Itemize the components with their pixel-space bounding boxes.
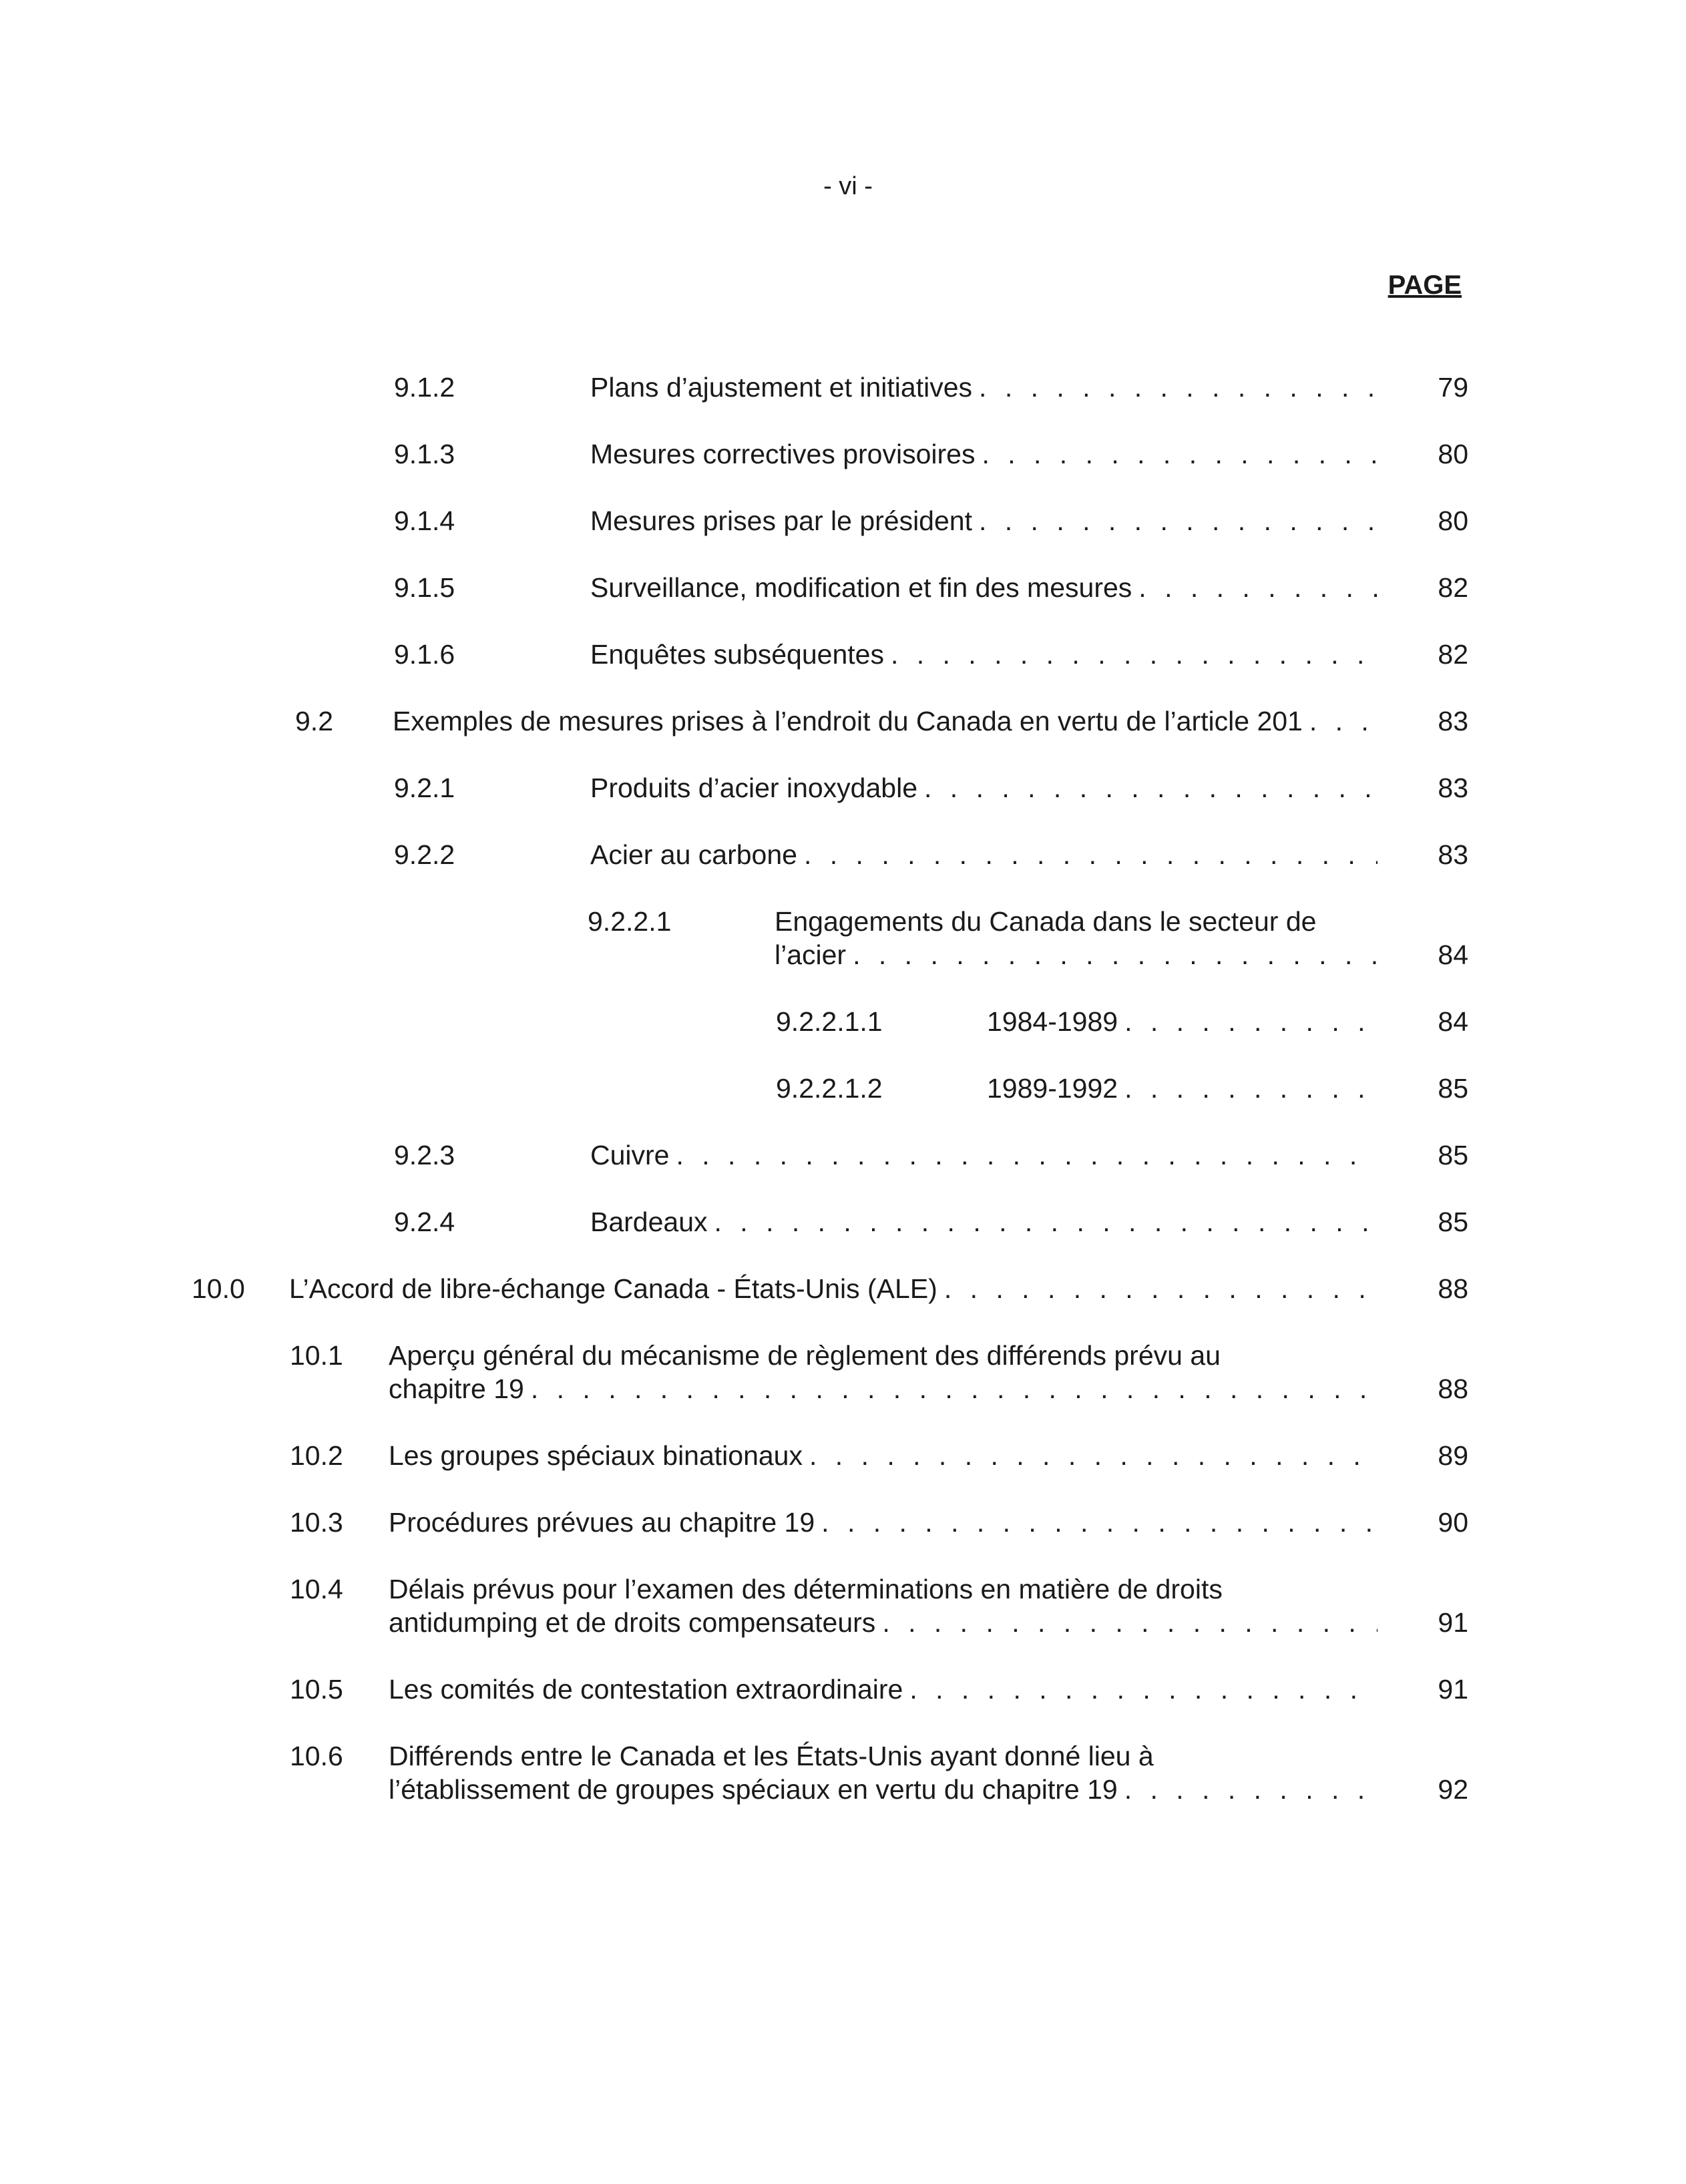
entry-page: 85 <box>1438 1140 1468 1170</box>
entry-title-row <box>590 571 1384 604</box>
entry-title-row <box>590 638 1384 671</box>
toc-entry <box>290 1339 1468 1412</box>
entry-title-line1: Différends entre le Canada et les États-Unis ayant donné lieu à <box>389 1741 1154 1771</box>
entry-title: L’Accord de libre-échange Canada - États-Unis (ALE) <box>289 1273 937 1304</box>
dot-leader <box>891 638 1378 671</box>
entry-title-row <box>389 1372 1384 1405</box>
entry-number: 9.2 <box>295 706 333 736</box>
dot-leader <box>804 838 1378 871</box>
toc-entry <box>394 1205 1468 1245</box>
entry-title-row <box>590 437 1384 471</box>
entry-title: Enquêtes subséquentes <box>590 639 884 670</box>
entry-page: 79 <box>1438 372 1468 403</box>
entry-number: 10.4 <box>290 1574 343 1604</box>
page-column-header: PAGE <box>1388 270 1462 300</box>
entry-title: 1984-1989 <box>987 1006 1118 1037</box>
entry-number: 9.1.5 <box>394 572 455 603</box>
toc-entry <box>290 1572 1468 1646</box>
toc-entry <box>776 1005 1468 1045</box>
entry-number: 9.1.3 <box>394 439 455 469</box>
entry-title: 1989-1992 <box>987 1073 1118 1104</box>
entry-title-line1: Aperçu général du mécanisme de règlement des différends prévu au <box>389 1340 1221 1371</box>
entry-number: 10.2 <box>290 1440 343 1471</box>
toc-entry <box>192 1272 1468 1312</box>
dot-leader <box>979 504 1378 537</box>
entry-title: Procédures prévues au chapitre 19 <box>389 1507 815 1538</box>
entry-title-line2: chapitre 19 <box>389 1373 524 1404</box>
entry-page: 83 <box>1438 706 1468 736</box>
dot-leader <box>1138 571 1378 604</box>
entry-page: 84 <box>1438 939 1468 970</box>
dot-leader <box>909 1673 1378 1706</box>
entry-title: Bardeaux <box>590 1207 708 1237</box>
entry-number: 10.1 <box>290 1340 343 1371</box>
entry-page: 84 <box>1438 1006 1468 1037</box>
entry-number: 9.2.2.1 <box>588 906 672 937</box>
toc-entry <box>776 1072 1468 1112</box>
entry-title-row <box>389 1439 1384 1472</box>
entry-page: 90 <box>1438 1507 1468 1538</box>
entry-title: Les comités de contestation extraordinaire <box>389 1674 903 1705</box>
entry-title-line1: Délais prévus pour l’examen des déterminations en matière de droits <box>389 1574 1223 1604</box>
entry-number: 9.2.2.1.2 <box>776 1073 883 1104</box>
toc-entry <box>394 638 1468 678</box>
dot-leader <box>1124 1072 1378 1105</box>
entry-number: 9.2.4 <box>394 1207 455 1237</box>
entry-title-line2: antidumping et de droits compensateurs <box>389 1607 876 1638</box>
entry-title-row <box>389 1506 1384 1539</box>
dot-leader <box>676 1138 1378 1172</box>
entry-title-row <box>393 704 1384 738</box>
entry-title: Mesures prises par le président <box>590 505 972 536</box>
entry-number: 10.6 <box>290 1741 343 1771</box>
page-number: - vi - <box>823 172 873 200</box>
dot-leader <box>809 1439 1378 1472</box>
entry-title-row <box>590 771 1384 805</box>
entry-number: 10.5 <box>290 1674 343 1705</box>
dot-leader <box>1124 1005 1378 1038</box>
toc-entry <box>290 1739 1468 1813</box>
entry-title-row <box>987 1005 1384 1038</box>
entry-title: Cuivre <box>590 1140 670 1170</box>
toc-entry <box>394 437 1468 477</box>
entry-page: 88 <box>1438 1373 1468 1404</box>
entry-page: 92 <box>1438 1774 1468 1805</box>
entry-number: 9.1.2 <box>394 372 455 403</box>
entry-page: 80 <box>1438 505 1468 536</box>
entry-title-row <box>590 371 1384 404</box>
entry-title-line2: l’acier <box>775 939 847 970</box>
entry-title: Les groupes spéciaux binationaux <box>389 1440 803 1471</box>
entry-title-row <box>389 1673 1384 1706</box>
toc-entry <box>290 1506 1468 1546</box>
entry-number: 9.2.1 <box>394 773 455 803</box>
entry-page: 88 <box>1438 1273 1468 1304</box>
toc-entry <box>394 1138 1468 1178</box>
dot-leader <box>882 1606 1378 1639</box>
entry-title-line1: Engagements du Canada dans le secteur de <box>775 906 1317 937</box>
entry-page: 85 <box>1438 1207 1468 1237</box>
entry-page: 89 <box>1438 1440 1468 1471</box>
entry-number: 9.2.3 <box>394 1140 455 1170</box>
entry-title: Mesures correctives provisoires <box>590 439 976 469</box>
toc-entry <box>588 905 1468 978</box>
entry-title-row <box>389 1773 1384 1806</box>
entry-title-row <box>590 1138 1384 1172</box>
dot-leader <box>1124 1773 1378 1806</box>
toc-entry <box>290 1673 1468 1713</box>
entry-title: Produits d’acier inoxydable <box>590 773 917 803</box>
entry-title-line2: l’établissement de groupes spéciaux en vertu du chapitre 19 <box>389 1774 1118 1805</box>
entry-page: 82 <box>1438 639 1468 670</box>
entry-title: Exemples de mesures prises à l’endroit du Canada en vertu de l’article 201 <box>393 706 1303 736</box>
toc-entry <box>394 571 1468 611</box>
entry-page: 91 <box>1438 1607 1468 1638</box>
dot-leader <box>924 771 1378 805</box>
entry-page: 85 <box>1438 1073 1468 1104</box>
toc-entry <box>394 771 1468 811</box>
dot-leader <box>982 437 1378 471</box>
entry-page: 82 <box>1438 572 1468 603</box>
entry-number: 9.2.2 <box>394 839 455 870</box>
entry-number: 9.1.6 <box>394 639 455 670</box>
entry-page: 91 <box>1438 1674 1468 1705</box>
entry-title-row <box>987 1072 1384 1105</box>
entry-page: 80 <box>1438 439 1468 469</box>
toc-entry <box>295 704 1468 744</box>
dot-leader <box>821 1506 1378 1539</box>
entry-title-row <box>289 1272 1384 1305</box>
entry-title: Plans d’ajustement et initiatives <box>590 372 973 403</box>
dot-leader <box>853 938 1378 971</box>
entry-title-row <box>775 938 1384 971</box>
toc-entry <box>290 1439 1468 1479</box>
dot-leader <box>944 1272 1378 1305</box>
entry-number: 10.0 <box>192 1273 245 1304</box>
dot-leader <box>1309 704 1378 738</box>
entry-title-row <box>590 504 1384 537</box>
toc-entry <box>394 838 1468 878</box>
entry-number: 10.3 <box>290 1507 343 1538</box>
toc-entry <box>394 371 1468 411</box>
entry-title-row <box>590 838 1384 871</box>
entry-number: 9.2.2.1.1 <box>776 1006 883 1037</box>
dot-leader <box>714 1205 1378 1239</box>
entry-number: 9.1.4 <box>394 505 455 536</box>
entry-page: 83 <box>1438 773 1468 803</box>
toc-entry <box>394 504 1468 544</box>
entry-title-row <box>590 1205 1384 1239</box>
dot-leader <box>979 371 1378 404</box>
dot-leader <box>531 1372 1378 1405</box>
entry-page: 83 <box>1438 839 1468 870</box>
entry-title: Acier au carbone <box>590 839 797 870</box>
entry-title-row <box>389 1606 1384 1639</box>
entry-title: Surveillance, modification et fin des mesures <box>590 572 1132 603</box>
